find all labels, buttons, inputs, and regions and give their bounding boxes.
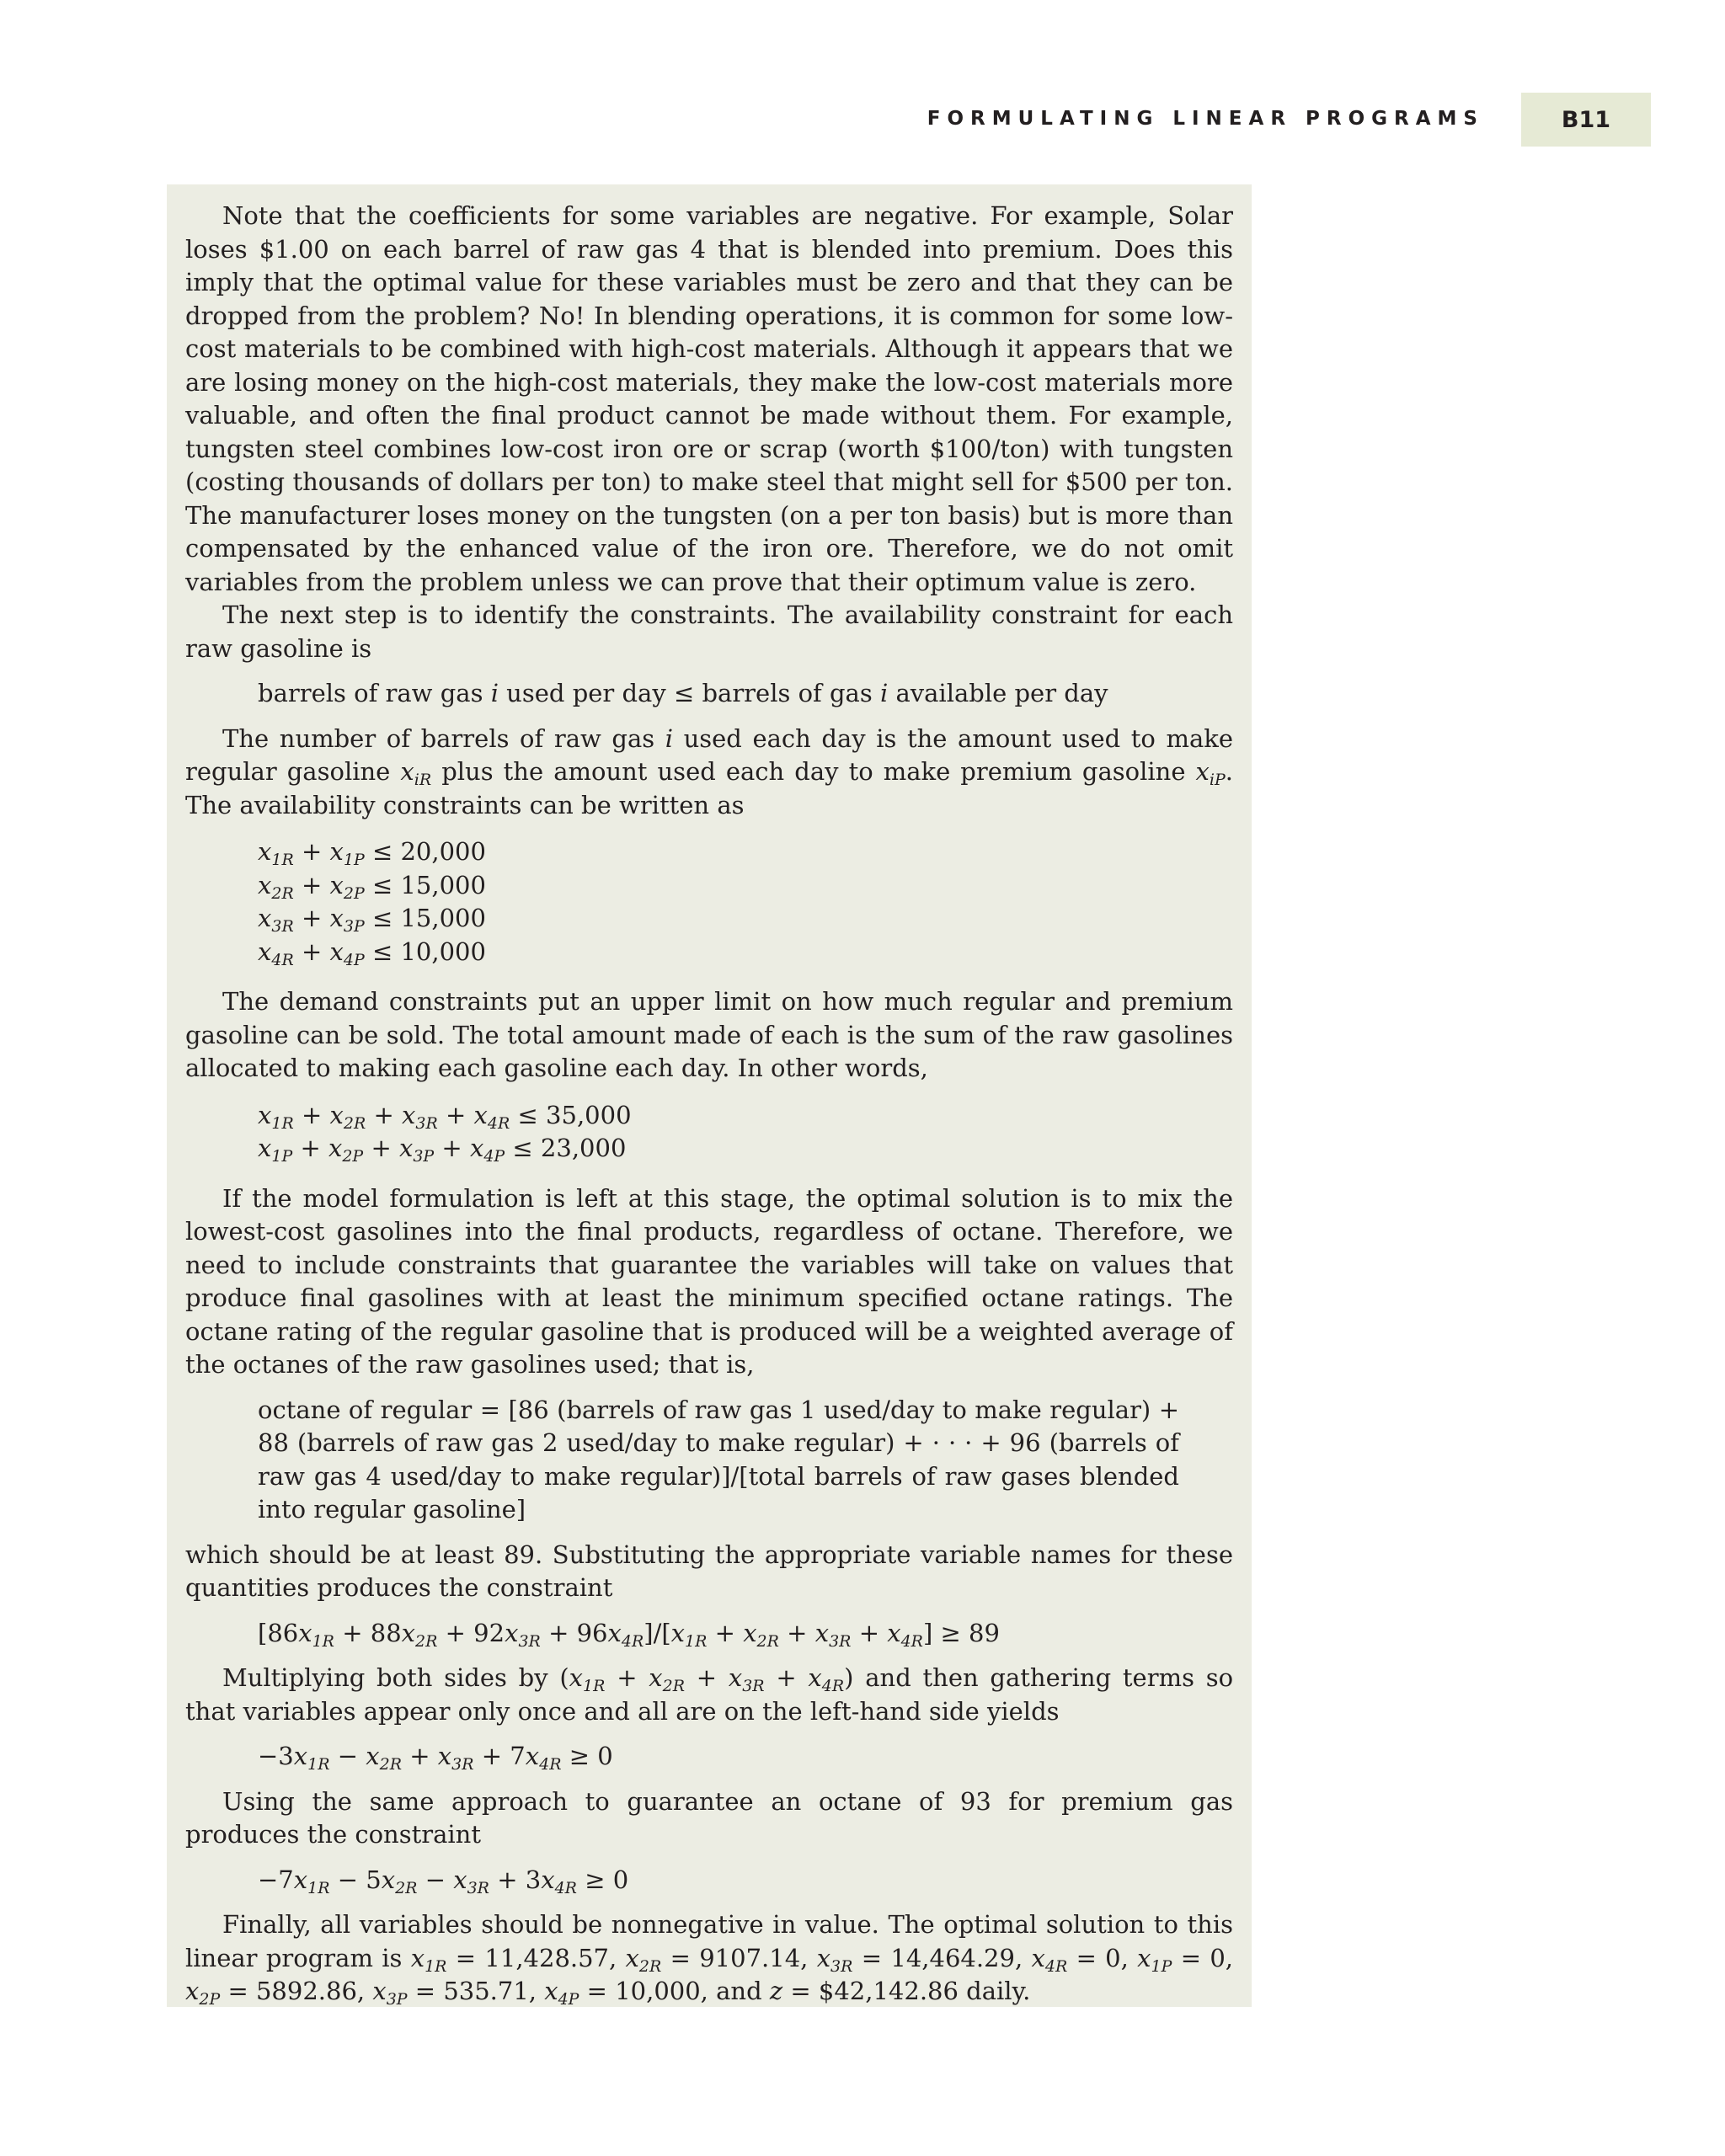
paragraph-premium-octane: Using the same approach to guarantee an octane of 93 for premium gas produces the constraint (185, 1786, 1233, 1849)
regular-octane-constraint: $-3x_{1R} - x_{2R} + x_{3R} + 7x_{4R} \ge 0$ (258, 1742, 613, 1774)
availability-rule: barrels of raw gas i used per day ≤ barrels of gas i available per day (258, 679, 1108, 707)
paragraph-octane: If the model formulation is left at this stage, the optimal solution is to mix the lowest-cost gasolines into the final products, regardless of octane. Therefore, we need to include constraints that guarantee the variables will take on values that produce final gasolines with at least the minimum specified octane ratings. The octane rating of the regular gasoline that is produced will be a weighted average of the octanes of the raw gasolines used; that is, (185, 1183, 1233, 1379)
paragraph-multiplying: Multiplying both sides by $(x_{1R} + x_{2R} + x_{3R} + x_{4R})$ and then gathering terms so that variables appear only once and all are on the left-hand side yields (185, 1663, 1234, 1726)
page-number: B11 (1521, 93, 1651, 147)
paragraph-negative-coefficients: Note that the coefficients for some variables are negative. For example, Solar loses $1.00 on each barrel of raw gas 4 that is blended into premium. Does this imply that the optimal value for these variables must be zero and that they can be dropped from the problem? No! In blending operations, it is common for some low-cost materials to be combined with high-cost materials. Although it appears that we are losing money on the high-cost materials, they make the low-cost materials more valuable, and often the final product cannot be made without them. For example, tungsten steel combines low-cost iron ore or scrap (worth $100/ton) with tungsten (costing thousands of dollars per ton) to make steel that might sell for $500 per ton. The manufacturer loses money on the tungsten (on a per ton basis) but is more than compensated by the enhanced value of the iron ore. Therefore, we do not omit variables from the problem unless we can prove that their optimum value is zero. (185, 201, 1233, 596)
availability-constraint-4: $x_{4R} + x_{4P} \le 10,000$ (258, 937, 486, 969)
demand-constraint-premium: $x_{1P} + x_{2P} + x_{3P} + x_{4P} \le 23,000$ (258, 1134, 627, 1166)
octane-ratio-constraint: $[86x_{1R} + 88x_{2R} + 92x_{3R} + 96x_{4R}]/[x_{1R} + x_{2R} + x_{3R} + x_{4R}] \ge 89$ (258, 1618, 1000, 1651)
demand-constraint-regular: $x_{1R} + x_{2R} + x_{3R} + x_{4R} \le 35,000$ (258, 1100, 632, 1133)
availability-constraint-1: $x_{1R} + x_{1P} \le 20,000$ (258, 837, 486, 869)
paragraph-optimal-solution: Finally, all variables should be nonnegative in value. The optimal solution to this linear program is $x_{1R} = 11,428.57$, $x_{2R} = 9107.14$, $x_{3R} = 14,464.29$, $x_{4R} = 0$, $x_{1P} = 0$, $x_{2P} = 5892.86$, $x_{3P} = 535.71$, $x_{4P} = 10,000$, and z = $42,142.86 daily. (185, 1910, 1233, 2009)
availability-constraints (185, 835, 1233, 969)
content-panel (167, 184, 1252, 2007)
availability-constraint-2: $x_{2R} + x_{2P} \le 15,000$ (258, 870, 486, 903)
paragraph-substitution: which should be at least 89. Substituting the appropriate variable names for these quantities produces the constraint (185, 1540, 1233, 1602)
paragraph-demand: The demand constraints put an upper limit on how much regular and premium gasoline can be sold. The total amount made of each is the sum of the raw gasolines allocated to making each gasoline each day. In other words, (185, 987, 1233, 1082)
paragraph-availability: The number of barrels of raw gas i used each day is the amount used to make regular gasoline $x_{iR}$ plus the amount used each day to make premium gasoline $x_{iP}$. The availability constraints can be written as (185, 723, 1233, 819)
paragraph-identify-constraints: The next step is to identify the constraints. The availability constraint for each raw gasoline is (185, 600, 1233, 663)
availability-constraint-3: $x_{3R} + x_{3P} \le 15,000$ (258, 904, 486, 936)
running-head: FORMULATING LINEAR PROGRAMS (927, 108, 1484, 130)
premium-octane-constraint: $-7x_{1R} - 5x_{2R} - x_{3R} + 3x_{4R} \ge 0$ (258, 1865, 629, 1897)
demand-constraints (185, 1099, 1233, 1166)
octane-definition: octane of regular = [86 (barrels of raw gas 1 used/day to make regular) + 88 (barrels of raw gas 2 used/day to make regular) + · · · + 96 (barrels of raw gas 4 used/day to make regular)]/[total barrels of raw gases blended into regular gasoline] (258, 1395, 1179, 1524)
